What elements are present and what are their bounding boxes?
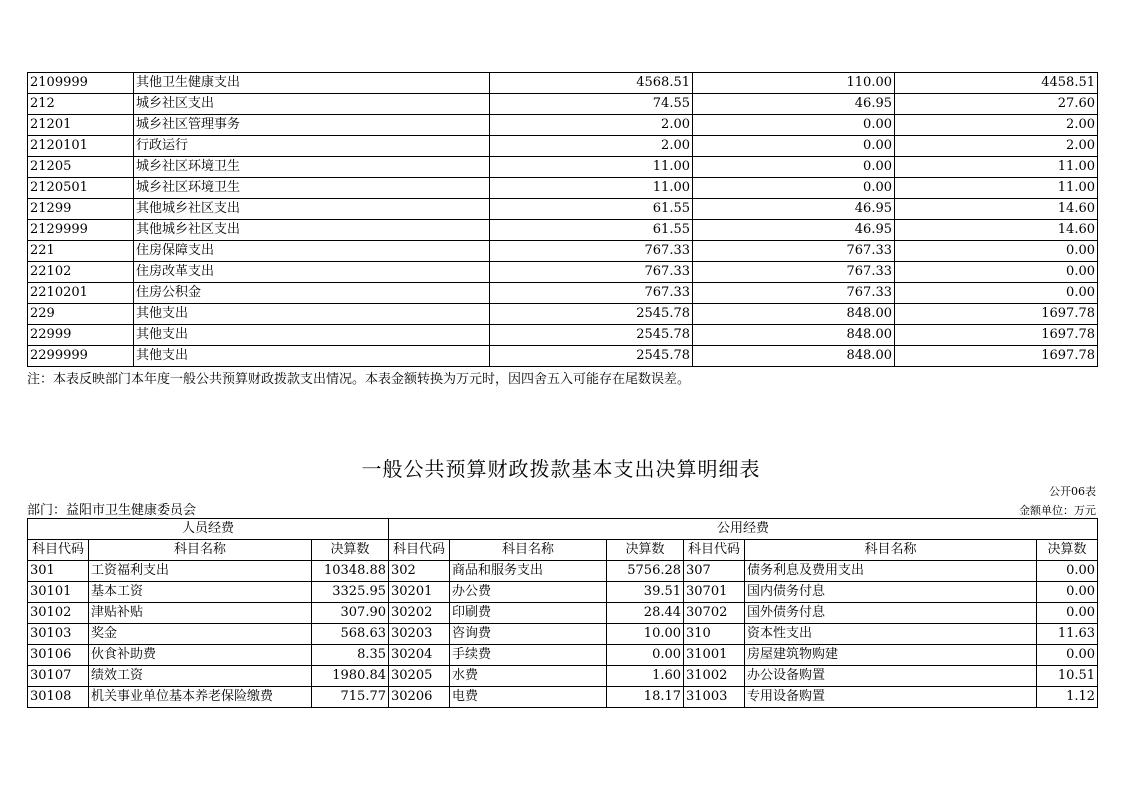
- public-name-2: 资本性支出: [745, 624, 1037, 645]
- row-name: 其他支出: [134, 325, 490, 346]
- personnel-name: 伙食补助费: [89, 645, 312, 666]
- table-row: [28, 241, 1098, 262]
- row-total: 767.33: [490, 262, 693, 283]
- group-header-row: [28, 519, 1098, 540]
- column-header: 决算数: [1037, 540, 1098, 561]
- table-row: [28, 220, 1098, 241]
- table-row: [28, 262, 1098, 283]
- public-name-2: 房屋建筑物购建: [745, 645, 1037, 666]
- row-name: 住房公积金: [134, 283, 490, 304]
- table-row: [28, 304, 1098, 325]
- row-name: 住房改革支出: [134, 262, 490, 283]
- row-basic: 0.00: [693, 136, 895, 157]
- table-row: [28, 94, 1098, 115]
- row-total: 11.00: [490, 178, 693, 199]
- row-project: 1697.78: [895, 325, 1098, 346]
- personnel-amount: 3325.95: [312, 582, 389, 603]
- public-name-2: 国内债务付息: [745, 582, 1037, 603]
- row-basic: 46.95: [693, 199, 895, 220]
- row-basic: 767.33: [693, 283, 895, 304]
- row-name: 行政运行: [134, 136, 490, 157]
- column-header: 决算数: [312, 540, 389, 561]
- public-name: 办公费: [450, 582, 607, 603]
- row-total: 2.00: [490, 115, 693, 136]
- public-code-2: 310: [684, 624, 745, 645]
- table-row: [28, 346, 1098, 367]
- row-project: 11.00: [895, 178, 1098, 199]
- row-name: 城乡社区管理事务: [134, 115, 490, 136]
- table-row: [28, 199, 1098, 220]
- personnel-code: 301: [28, 561, 89, 582]
- public-amount-2: 0.00: [1037, 603, 1098, 624]
- personnel-name: 奖金: [89, 624, 312, 645]
- table-row: [28, 136, 1098, 157]
- table-row: [28, 157, 1098, 178]
- group-personnel: 人员经费: [28, 519, 389, 540]
- row-basic: 848.00: [693, 346, 895, 367]
- table-row: [28, 283, 1098, 304]
- public-amount: 18.17: [607, 687, 684, 708]
- public-amount-2: 0.00: [1037, 645, 1098, 666]
- table-row: [28, 115, 1098, 136]
- row-total: 4568.51: [490, 73, 693, 94]
- personnel-amount: 307.90: [312, 603, 389, 624]
- row-code: 21299: [28, 199, 134, 220]
- personnel-amount: 1980.84: [312, 666, 389, 687]
- row-basic: 46.95: [693, 220, 895, 241]
- row-name: 城乡社区环境卫生: [134, 157, 490, 178]
- public-code: 302: [389, 561, 450, 582]
- row-name: 其他城乡社区支出: [134, 220, 490, 241]
- table-row: [28, 687, 1098, 708]
- row-name: 其他支出: [134, 346, 490, 367]
- public-name-2: 办公设备购置: [745, 666, 1037, 687]
- row-code: 2120101: [28, 136, 134, 157]
- row-code: 2129999: [28, 220, 134, 241]
- row-name: 其他城乡社区支出: [134, 199, 490, 220]
- public-amount: 39.51: [607, 582, 684, 603]
- public-code-2: 30702: [684, 603, 745, 624]
- public-code: 30206: [389, 687, 450, 708]
- row-project: 2.00: [895, 115, 1098, 136]
- row-basic: 46.95: [693, 94, 895, 115]
- row-total: 11.00: [490, 157, 693, 178]
- column-header: 科目代码: [684, 540, 745, 561]
- table-row: [28, 73, 1098, 94]
- personnel-code: 30107: [28, 666, 89, 687]
- public-code-2: 31001: [684, 645, 745, 666]
- row-project: 14.60: [895, 199, 1098, 220]
- public-code-2: 31003: [684, 687, 745, 708]
- row-basic: 0.00: [693, 157, 895, 178]
- row-basic: 0.00: [693, 115, 895, 136]
- row-code: 2120501: [28, 178, 134, 199]
- column-header: 科目代码: [389, 540, 450, 561]
- personnel-code: 30101: [28, 582, 89, 603]
- row-code: 2210201: [28, 283, 134, 304]
- table-row: [28, 325, 1098, 346]
- row-name: 其他卫生健康支出: [134, 73, 490, 94]
- table-row: [28, 603, 1098, 624]
- unit-label: 金额单位：万元: [1019, 504, 1096, 517]
- table-row: [28, 624, 1098, 645]
- column-header: 科目名称: [745, 540, 1037, 561]
- table-row: [28, 561, 1098, 582]
- row-basic: 848.00: [693, 304, 895, 325]
- row-project: 14.60: [895, 220, 1098, 241]
- public-amount: 28.44: [607, 603, 684, 624]
- personnel-name: 基本工资: [89, 582, 312, 603]
- row-total: 2545.78: [490, 304, 693, 325]
- public-amount-2: 1.12: [1037, 687, 1098, 708]
- row-project: 0.00: [895, 283, 1098, 304]
- row-project: 1697.78: [895, 304, 1098, 325]
- personnel-amount: 715.77: [312, 687, 389, 708]
- row-basic: 110.00: [693, 73, 895, 94]
- public-code: 30205: [389, 666, 450, 687]
- row-name: 其他支出: [134, 304, 490, 325]
- public-amount: 10.00: [607, 624, 684, 645]
- public-code: 30204: [389, 645, 450, 666]
- row-total: 767.33: [490, 241, 693, 262]
- public-amount-2: 0.00: [1037, 561, 1098, 582]
- row-code: 221: [28, 241, 134, 262]
- public-code-2: 307: [684, 561, 745, 582]
- personnel-amount: 8.35: [312, 645, 389, 666]
- column-header: 科目名称: [450, 540, 607, 561]
- row-total: 2545.78: [490, 325, 693, 346]
- personnel-code: 30103: [28, 624, 89, 645]
- column-header-row: [28, 540, 1098, 561]
- public-code: 30202: [389, 603, 450, 624]
- public-code-2: 31002: [684, 666, 745, 687]
- public-name: 印刷费: [450, 603, 607, 624]
- public-code: 30203: [389, 624, 450, 645]
- row-code: 22999: [28, 325, 134, 346]
- table-row: [28, 582, 1098, 603]
- row-project: 27.60: [895, 94, 1098, 115]
- column-header: 科目名称: [89, 540, 312, 561]
- personnel-code: 30102: [28, 603, 89, 624]
- group-public: 公用经费: [389, 519, 1098, 540]
- row-basic: 767.33: [693, 241, 895, 262]
- row-total: 74.55: [490, 94, 693, 115]
- public-code: 30201: [389, 582, 450, 603]
- public-amount-2: 10.51: [1037, 666, 1098, 687]
- expenditure-table: [27, 72, 1098, 367]
- personnel-code: 30106: [28, 645, 89, 666]
- table-row: [28, 666, 1098, 687]
- row-basic: 848.00: [693, 325, 895, 346]
- row-name: 城乡社区环境卫生: [134, 178, 490, 199]
- row-project: 4458.51: [895, 73, 1098, 94]
- personnel-name: 绩效工资: [89, 666, 312, 687]
- public-name-2: 债务利息及费用支出: [745, 561, 1037, 582]
- public-amount-2: 11.63: [1037, 624, 1098, 645]
- column-header: 决算数: [607, 540, 684, 561]
- personnel-name: 机关事业单位基本养老保险缴费: [89, 687, 312, 708]
- public-name-2: 专用设备购置: [745, 687, 1037, 708]
- public-amount-2: 0.00: [1037, 582, 1098, 603]
- table-row: [28, 178, 1098, 199]
- column-header: 科目代码: [28, 540, 89, 561]
- public-name: 咨询费: [450, 624, 607, 645]
- public-name-2: 国外债务付息: [745, 603, 1037, 624]
- row-project: 1697.78: [895, 346, 1098, 367]
- row-total: 61.55: [490, 199, 693, 220]
- row-code: 229: [28, 304, 134, 325]
- row-code: 212: [28, 94, 134, 115]
- row-code: 2109999: [28, 73, 134, 94]
- row-code: 22102: [28, 262, 134, 283]
- row-code: 2299999: [28, 346, 134, 367]
- row-total: 2545.78: [490, 346, 693, 367]
- personnel-name: 津贴补贴: [89, 603, 312, 624]
- row-project: 0.00: [895, 262, 1098, 283]
- public-name: 商品和服务支出: [450, 561, 607, 582]
- public-name: 水费: [450, 666, 607, 687]
- public-amount: 1.60: [607, 666, 684, 687]
- row-name: 住房保障支出: [134, 241, 490, 262]
- table-note: 注：本表反映部门本年度一般公共预算财政拨款支出情况。本表金额转换为万元时，因四舍五入可能存在尾数误差。: [27, 372, 691, 387]
- row-total: 767.33: [490, 283, 693, 304]
- row-name: 城乡社区支出: [134, 94, 490, 115]
- public-code-2: 30701: [684, 582, 745, 603]
- public-amount: 5756.28: [607, 561, 684, 582]
- row-basic: 767.33: [693, 262, 895, 283]
- row-project: 0.00: [895, 241, 1098, 262]
- page-title: 一般公共预算财政拨款基本支出决算明细表: [361, 457, 761, 481]
- row-project: 2.00: [895, 136, 1098, 157]
- row-total: 61.55: [490, 220, 693, 241]
- personnel-name: 工资福利支出: [89, 561, 312, 582]
- row-basic: 0.00: [693, 178, 895, 199]
- row-code: 21201: [28, 115, 134, 136]
- public-name: 电费: [450, 687, 607, 708]
- personnel-amount: 568.63: [312, 624, 389, 645]
- table-row: [28, 645, 1098, 666]
- row-project: 11.00: [895, 157, 1098, 178]
- table-code: 公开06表: [1049, 485, 1096, 498]
- public-amount: 0.00: [607, 645, 684, 666]
- department-label: 部门：益阳市卫生健康委员会: [27, 503, 197, 518]
- personnel-code: 30108: [28, 687, 89, 708]
- row-total: 2.00: [490, 136, 693, 157]
- personnel-amount: 10348.88: [312, 561, 389, 582]
- basic-expenditure-detail-table: [27, 518, 1098, 708]
- row-code: 21205: [28, 157, 134, 178]
- public-name: 手续费: [450, 645, 607, 666]
